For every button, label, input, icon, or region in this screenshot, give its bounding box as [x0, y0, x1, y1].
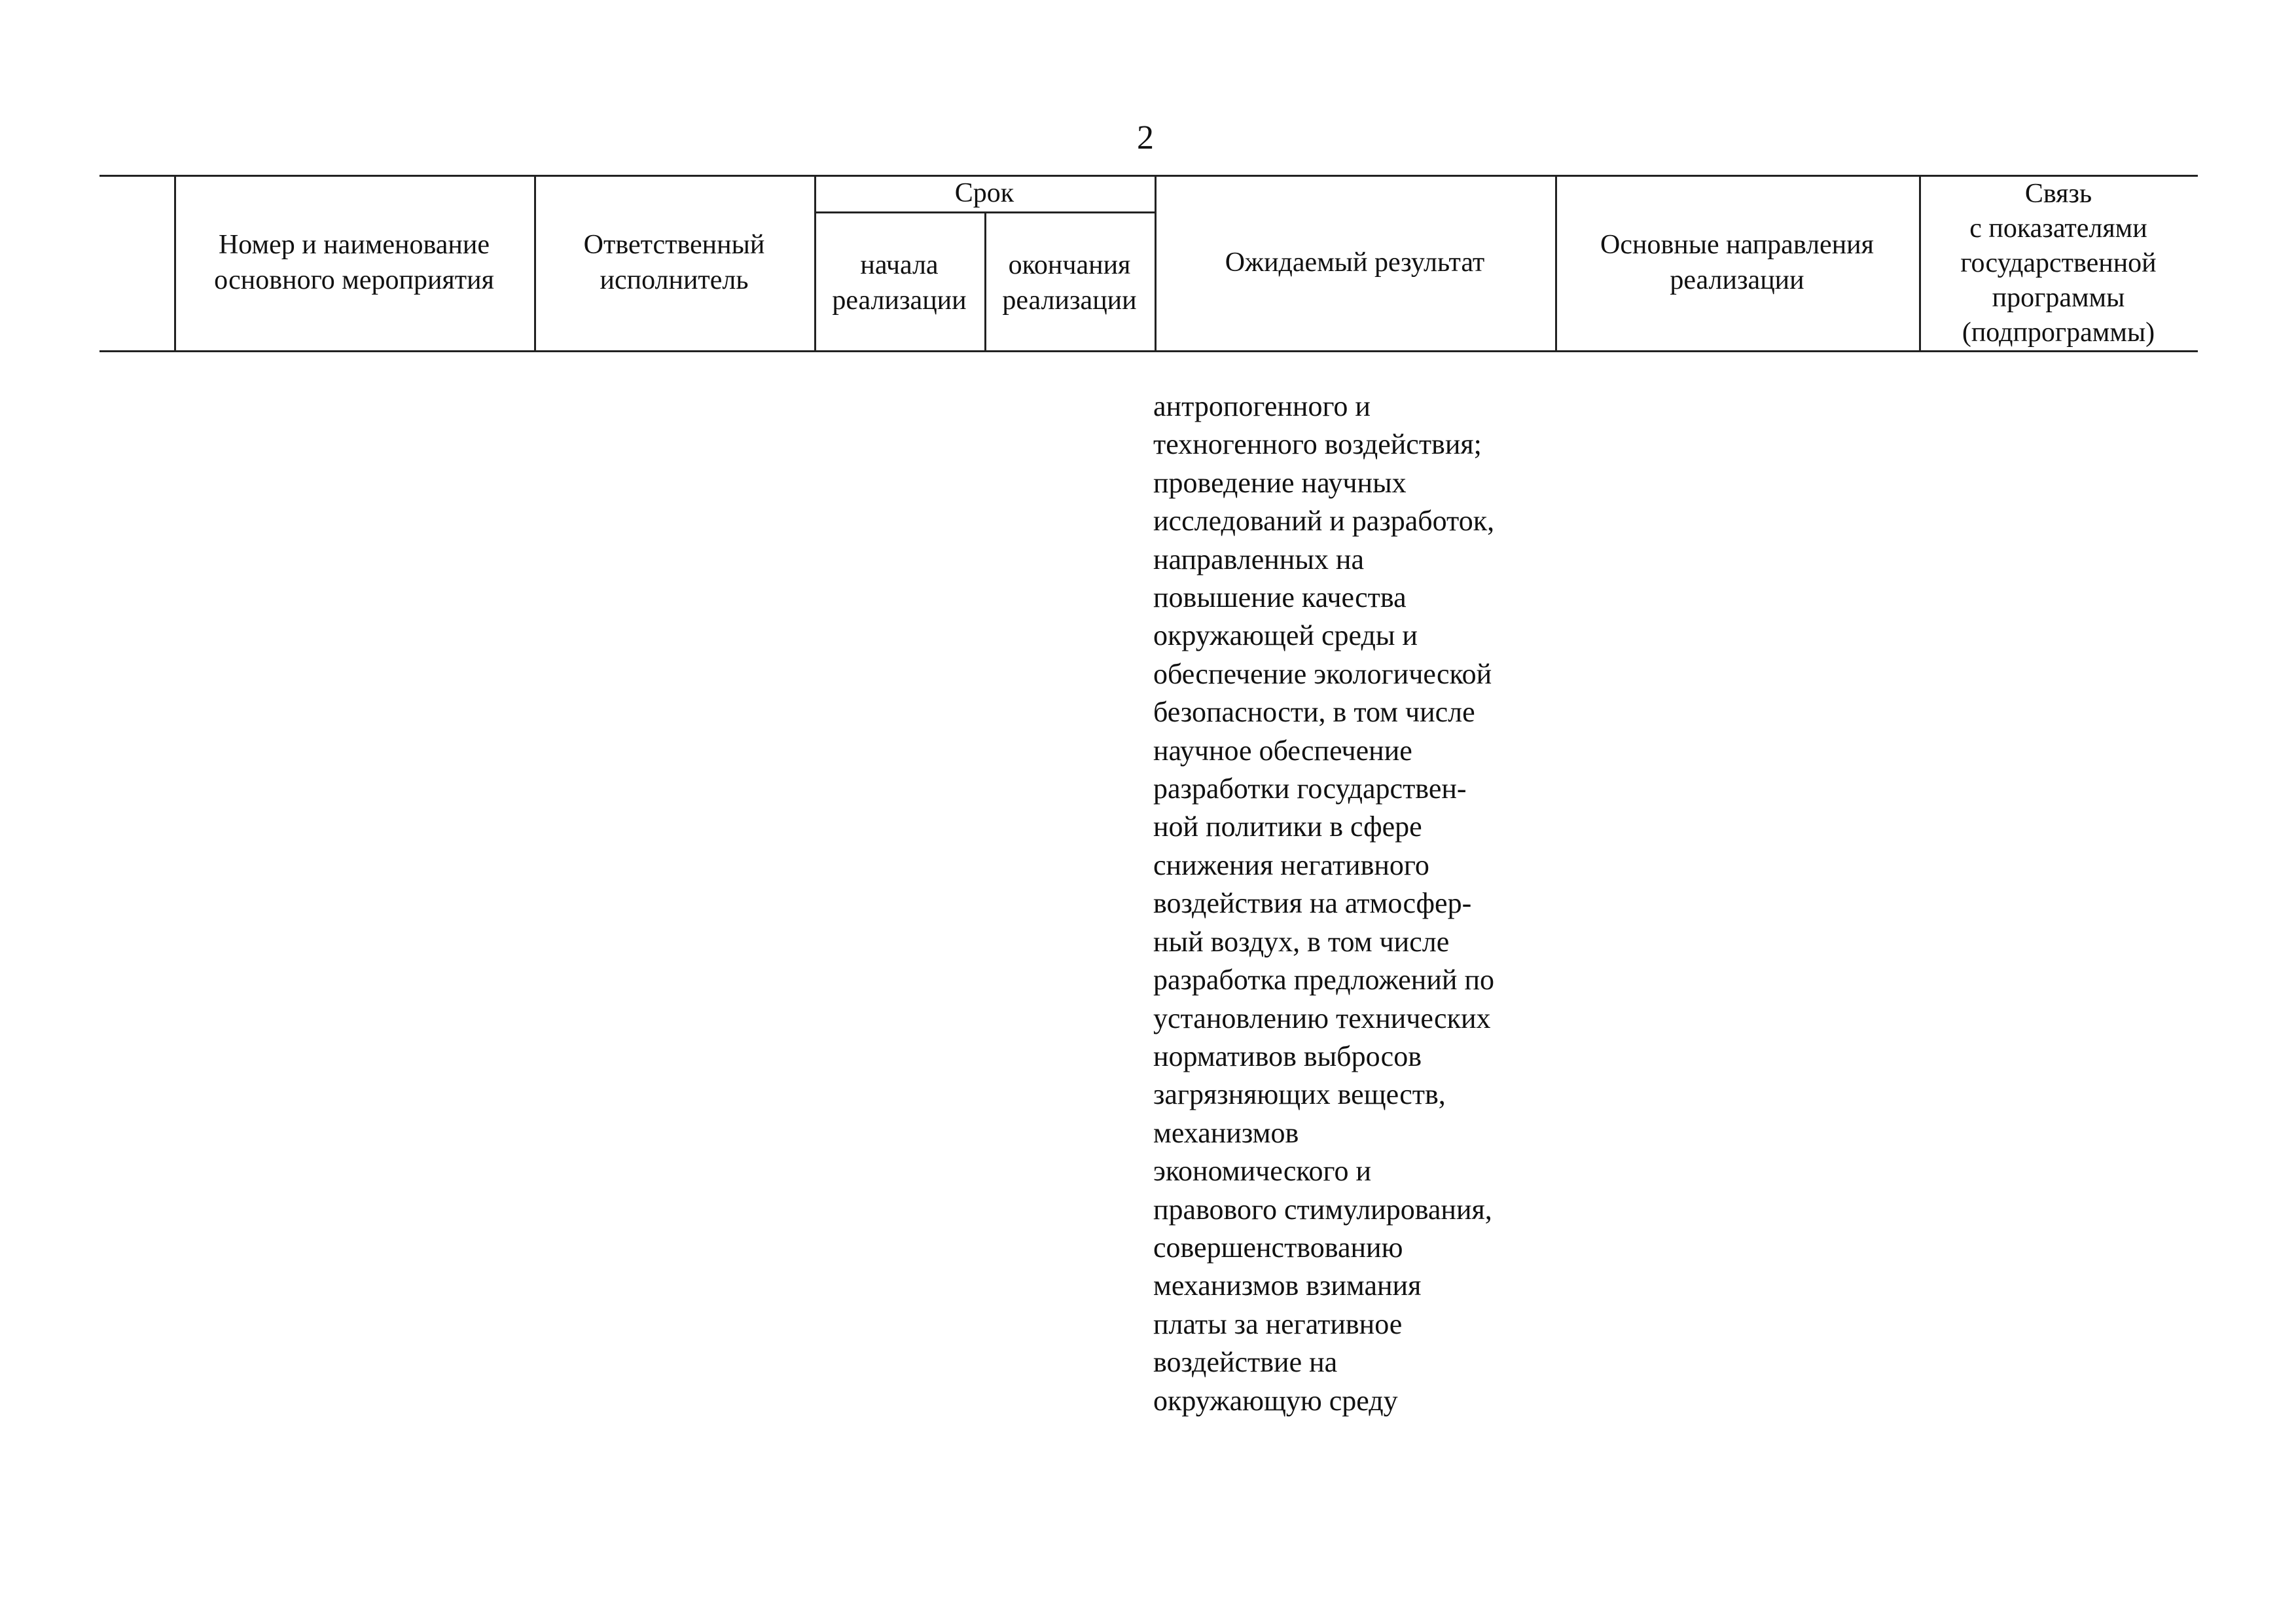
- header-cell-term-start: начала реализации: [832, 250, 967, 316]
- header-cell-number-name: Номер и наименование основного мероприятия: [214, 230, 494, 295]
- header-cell-link-indicators: Связь с показателями государственной программы (подпрограммы): [1960, 179, 2157, 348]
- header-cell-main-directions: Основные направления реализации: [1600, 230, 1874, 295]
- header-cell-expected-result: Ожидаемый результат: [1225, 247, 1485, 278]
- expected-result-text: антропогенного и техногенного воздействия; проведение научных исследований и разработок, направленных на повышение качества окружающей среды и обеспечение экологической безопасности, в том числе научное обеспечение разработки государствен- ной политики в сфере снижения негативного воздействия на атмосфер- ный воздух, в том числе разработка предложений по установлению технических нормативов выбросов загрязняющих веществ, механизмов экономического и правового стимулирования, совершенствованию механизмов взимания платы за негативное воздействие на окружающую среду: [1153, 390, 1495, 1417]
- header-bottom-rule: [99, 350, 2198, 352]
- page-number: 2: [1137, 119, 1154, 156]
- header-cell-responsible: Ответственный исполнитель: [583, 230, 765, 295]
- header-cell-term: Срок: [954, 178, 1014, 208]
- header-cell-term-end: окончания реализации: [1002, 250, 1137, 316]
